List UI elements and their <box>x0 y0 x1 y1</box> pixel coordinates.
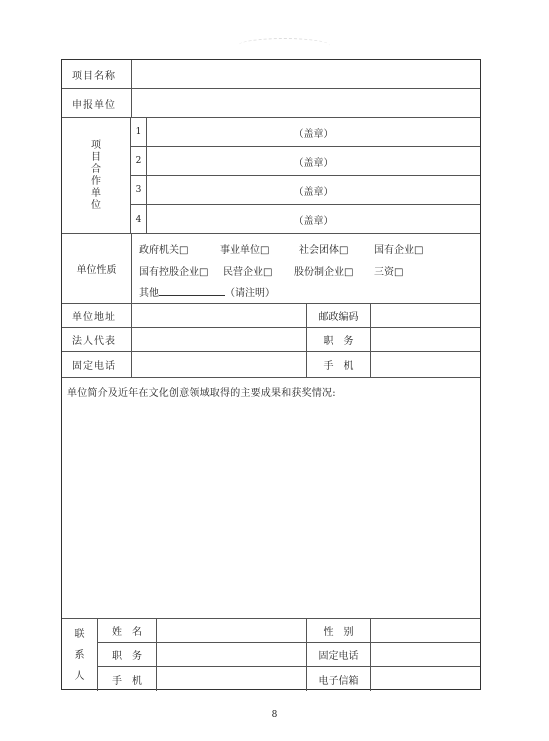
partner-number: 1 <box>131 118 147 146</box>
option-other <box>139 284 275 299</box>
applicant-label: 申报单位 <box>72 99 116 111</box>
partner-number: 2 <box>131 147 147 175</box>
contact-gender-field[interactable] <box>370 619 480 642</box>
unit-nature-options <box>131 234 480 303</box>
contact-name-field[interactable] <box>156 619 306 642</box>
contact-heading: 联系人 <box>62 619 98 691</box>
contact-row-position <box>98 643 480 667</box>
legal-rep-field[interactable] <box>131 328 306 351</box>
contact-fixed-phone-label: 固定电话 <box>306 643 370 666</box>
option-state-holding[interactable]: 国有控股企业□ <box>139 267 209 278</box>
partner-stamp-field[interactable]: （盖章） <box>293 216 334 227</box>
partner-section <box>62 118 480 234</box>
project-name-field[interactable] <box>131 60 480 88</box>
option-government[interactable]: 政府机关□ <box>139 245 189 256</box>
row-phone <box>62 352 480 378</box>
partner-row <box>131 147 480 176</box>
contact-section <box>62 619 480 691</box>
contact-row-name <box>98 619 480 643</box>
option-other-prefix: 其他 <box>139 288 159 299</box>
fixed-phone-field[interactable] <box>131 352 306 377</box>
contact-email-label: 电子信箱 <box>306 667 370 691</box>
option-social-org[interactable]: 社会团体□ <box>299 245 349 256</box>
fixed-phone-label: 固定电话 <box>72 361 116 372</box>
contact-fixed-phone-field[interactable] <box>370 643 480 666</box>
intro-text-area[interactable] <box>62 400 480 618</box>
unit-nature-label: 单位性质 <box>76 265 117 276</box>
partner-stamp-field[interactable]: （盖章） <box>293 157 334 169</box>
contact-mobile-field[interactable] <box>156 667 306 691</box>
row-applicant <box>62 89 480 118</box>
position-label: 职 务 <box>306 328 370 351</box>
contact-mobile-label: 手 机 <box>112 675 142 687</box>
option-institution[interactable]: 事业单位□ <box>220 245 270 256</box>
row-legal-rep <box>62 328 480 352</box>
contact-position-label: 职 务 <box>112 651 142 662</box>
contact-email-field[interactable] <box>370 667 480 691</box>
contact-position-field[interactable] <box>156 643 306 666</box>
partner-number: 4 <box>131 205 147 234</box>
project-name-label: 项目名称 <box>72 70 116 82</box>
partner-stamp-field[interactable]: （盖章） <box>293 128 334 140</box>
partner-row <box>131 118 480 147</box>
row-intro <box>62 378 480 619</box>
option-private[interactable]: 民营企业□ <box>223 267 273 278</box>
postal-code-field[interactable] <box>370 304 480 327</box>
legal-rep-label: 法人代表 <box>72 336 116 347</box>
intro-label: 单位简介及近年在文化创意领域取得的主要成果和获奖情况: <box>67 388 336 399</box>
address-field[interactable] <box>131 304 306 327</box>
mobile-field[interactable] <box>370 352 480 377</box>
contact-gender-label: 性 别 <box>306 619 370 642</box>
address-label: 单位地址 <box>72 312 116 323</box>
faint-seal-mark <box>238 38 330 53</box>
contact-name-label: 姓 名 <box>112 627 142 638</box>
option-other-suffix: （请注明） <box>225 288 275 299</box>
mobile-label: 手 机 <box>306 352 370 377</box>
option-other-input[interactable] <box>159 286 225 296</box>
partner-row <box>131 176 480 205</box>
row-project-name <box>62 60 480 89</box>
application-form-table <box>61 59 481 690</box>
option-state-owned[interactable]: 国有企业□ <box>374 245 424 256</box>
partner-stamp-field[interactable]: （盖章） <box>293 186 334 198</box>
position-field[interactable] <box>370 328 480 351</box>
postal-code-label: 邮政编码 <box>306 304 370 327</box>
option-joint-stock[interactable]: 股份制企业□ <box>294 267 354 278</box>
partner-number: 3 <box>131 176 147 204</box>
partner-row <box>131 205 480 234</box>
row-address <box>62 304 480 328</box>
partner-heading: 项目合作单位 <box>62 118 131 233</box>
option-foreign[interactable]: 三资□ <box>374 267 404 278</box>
row-unit-nature <box>62 234 480 304</box>
applicant-field[interactable] <box>131 89 480 117</box>
page-number: 8 <box>271 710 278 720</box>
contact-row-mobile <box>98 667 480 691</box>
